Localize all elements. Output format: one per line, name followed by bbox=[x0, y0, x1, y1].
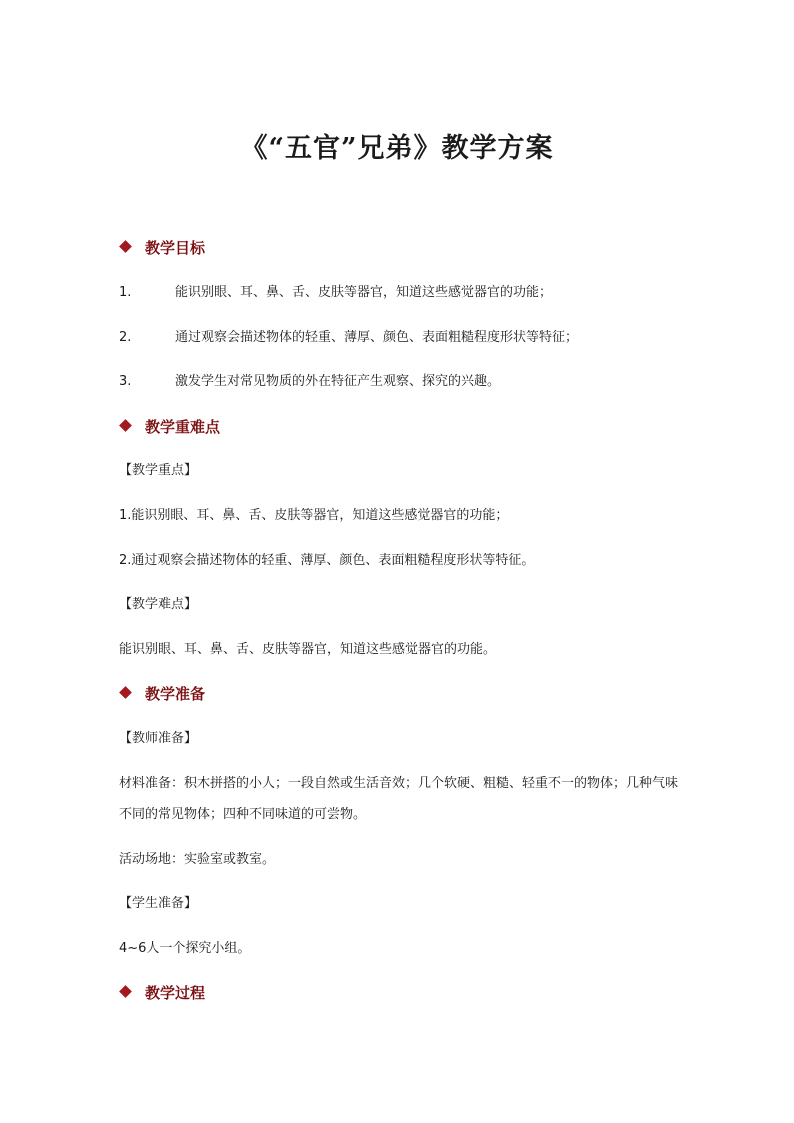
student-prep-text: 4~6人一个探究小组。 bbox=[119, 941, 251, 956]
section-heading-goals: 教学目标 bbox=[121, 238, 205, 258]
diamond-bullet-icon bbox=[119, 686, 132, 699]
difficulty-label: 【教学难点】 bbox=[119, 597, 198, 612]
section-heading-keypoints: 教学重难点 bbox=[121, 417, 220, 437]
diamond-bullet-icon bbox=[119, 240, 132, 253]
difficulty-text: 能识别眼、耳、鼻、舌、皮肤等器官，知道这些感觉器官的功能。 bbox=[119, 642, 497, 657]
venue-text: 活动场地：实验室或教室。 bbox=[119, 852, 276, 867]
focus-item-2: 2.通过观察会描述物体的轻重、薄厚、颜色、表面粗糙程度形状等特征。 bbox=[119, 553, 535, 568]
student-prep-label: 【学生准备】 bbox=[119, 896, 198, 911]
focus-label: 【教学重点】 bbox=[119, 463, 198, 478]
goal-item-1: 1. 能识别眼、耳、鼻、舌、皮肤等器官，知道这些感觉器官的功能； bbox=[119, 285, 553, 300]
materials-text: 材料准备：积木拼搭的小人；一段自然或生活音效；几个软硬、粗糙、轻重不一的物体；几种气味不同的常见物体；四种不同味道的可尝物。 bbox=[119, 776, 679, 822]
section-heading-process: 教学过程 bbox=[121, 983, 205, 1003]
goal-item-3: 3. 激发学生对常见物质的外在特征产生观察、探究的兴趣。 bbox=[119, 374, 501, 389]
diamond-bullet-icon bbox=[119, 985, 132, 998]
teacher-prep-label: 【教师准备】 bbox=[119, 731, 198, 746]
section-heading-preparation: 教学准备 bbox=[121, 684, 205, 704]
diamond-bullet-icon bbox=[119, 419, 132, 432]
goal-item-2: 2. 通过观察会描述物体的轻重、薄厚、颜色、表面粗糙程度形状等特征； bbox=[119, 330, 579, 345]
document-title: 《“五官”兄弟》教学方案 bbox=[240, 133, 554, 164]
focus-item-1: 1.能识别眼、耳、鼻、舌、皮肤等器官，知道这些感觉器官的功能； bbox=[119, 508, 509, 523]
